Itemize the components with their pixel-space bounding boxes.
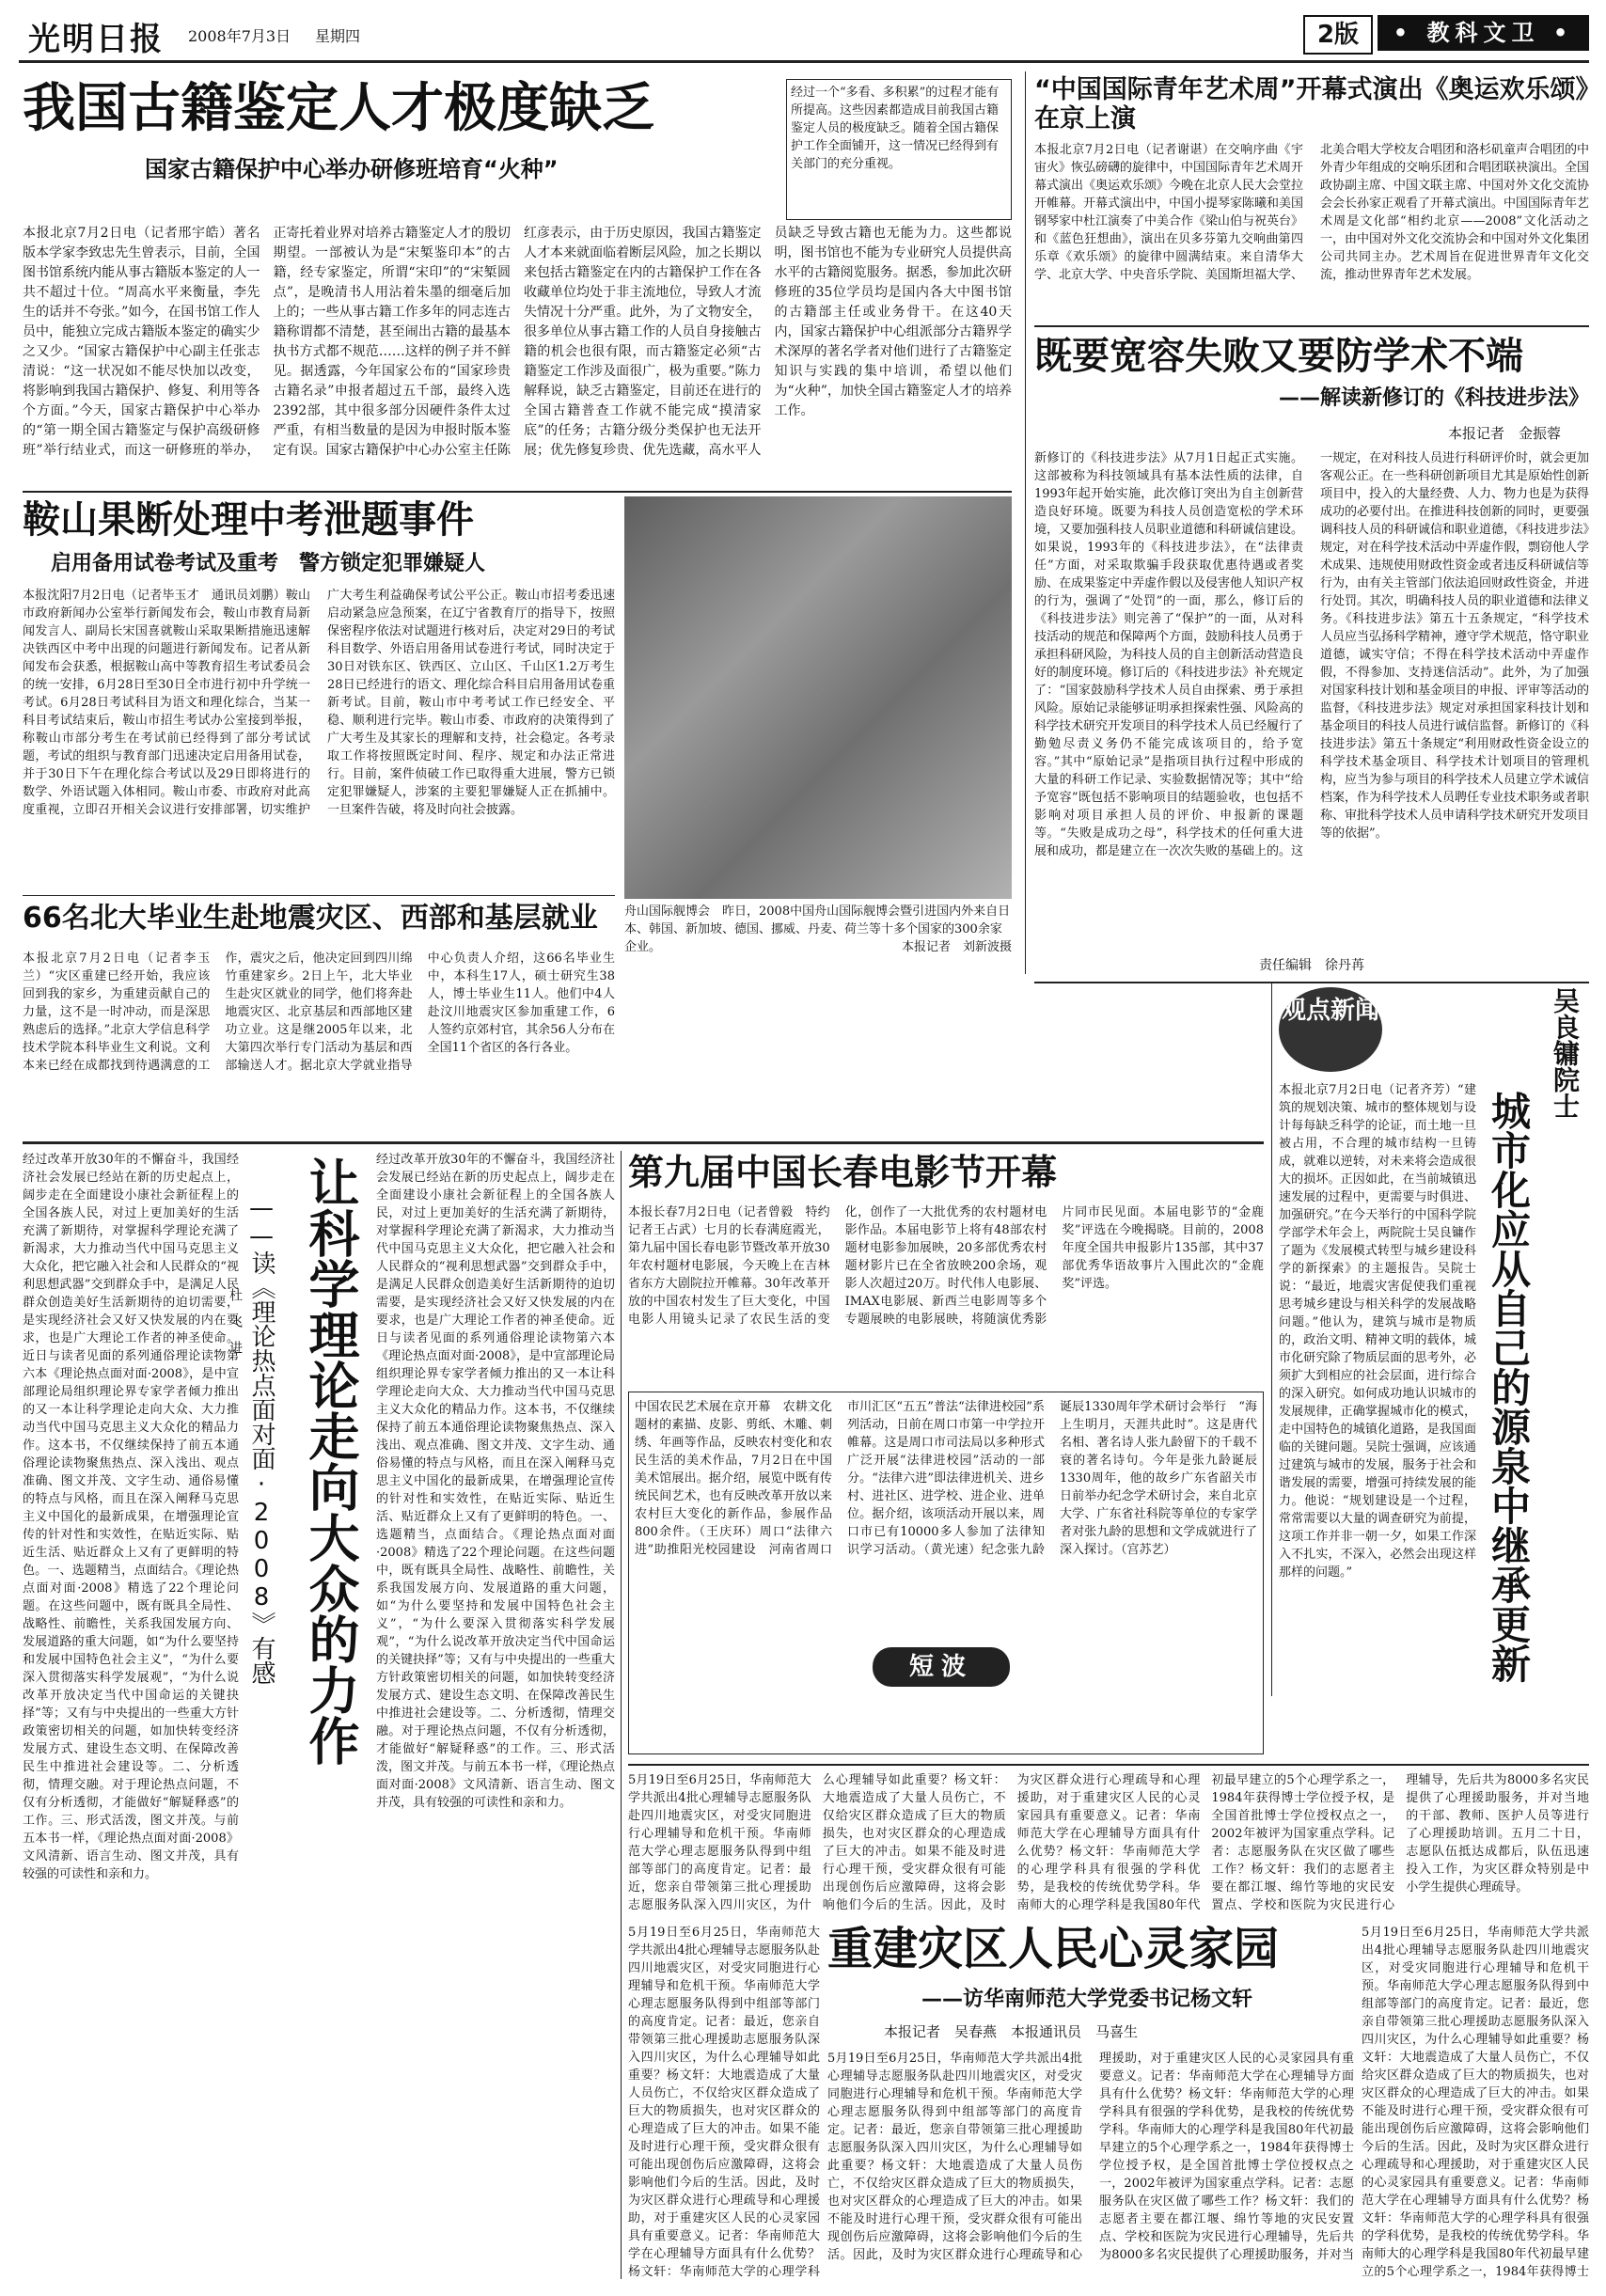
column-divider [1025,71,1026,974]
column-divider [1271,982,1272,1696]
news-brief-box [628,1392,1264,1754]
article-body: 经过改革开放30年的不懈奋斗，我国经济社会发展已经站在新的历史起点上，阔步走在全面建设小康社会新征程上的全国各族人民，对过上更加美好的生活充满了新期待，对掌握科学理论充满了新渴求，大力推动当代中国马克思主义大众化，把它融入社会和人民群众的“视利思想武器”交到群众手中，是满足人民群众创造美好生活新期待的迫切需要，是实现经济社会又好又快发展的内在要求，也是广大理论工作者的神圣使命。近日与读者见面的系列通俗理论读物第六本《理论热点面对面·2008》，是中宣部理论局组织理论界专家学者倾力推出的又一本让科学理论走向大众、大力推动当代中国马克思主义大众化的精品力作。这本书，不仅继续保持了前五本通俗理论读物聚焦热点、深入浅出、观点准确、图文并茂、文字生动、通俗易懂的特点与风格，而且在深入阐释马克思主义中国化的最新成果，在增强理论宣传的针对性和实效性，在贴近实际、贴近生活、贴近群众上又有了更鲜明的特色。一、选题精当，点面结合。《理论热点面对面·2008》精选了22个理论问题。在这些问题中，既有既具全局性、战略性、前瞻性，关系我国发展方向、发展道路的重大问题，如“为什么要坚持和发展中国特色社会主义”，“为什么要深入贯彻落实科学发展观”，“为什么说改革开放决定当代中国命运的关键抉择”等；又有与中央提出的一些重大方针政策密切相关的问题，如加快转变经济发展方式、建设生态文明、在保障改善民生中推进社会建设等。二、分析透彻，情理交融。对于理论热点问题，不仅有分析透彻，才能做好“解疑释惑”的工作。三、形式活泼，图文并茂。与前五本书一样，《理论热点面对面·2008》文风清新、语言生动、图文并茂，具有较强的可读性和亲和力。 [23,1153,239,1881]
section-rule [23,491,1012,493]
article-body-col1 [23,1151,239,2279]
article-youth-arts-week [1034,75,1589,141]
article-quake-psych [827,1924,1354,2046]
photo-credit: 本报记者 刘新波摄 [901,940,1012,954]
news-brief-body: 中国农民艺术展在京开幕 农耕文化题材的素描、皮影、剪纸、木雕、刺绣、年画等作品，反映农村变化和农民生活的美术作品，7月2日在中国美术馆展出。据介绍，展览中既有传统民间艺术，也有反映改革开放以来农村巨大变化的新作品，参展作品800余件。（王庆环）周口“法律六进”助推阳光校园建设 河南省周口市川汇区“五五”普法“法律进校园”系列活动，日前在周口市第一中学拉开帷幕。这是周口市司法局以多种形式广泛开展“法律进校园”活动的一部分。“法律六进”即法律进机关、进乡村、进社区、进学校、进企业、进单位。据介绍，该项活动开展以来，周口市已有10000多人参加了法律知识学习活动。（黄光速）纪念张九龄诞辰1330周年学术研讨会举行 “海上生明月，天涯共此时”。这是唐代名相、著名诗人张九龄留下的千载不衰的著名诗句。今年是张九龄诞辰1330周年，他的故乡广东省韶关市日前举办纪念学术研讨会，来自北京大学、广东省社科院等单位的专家学者对张九龄的思想和文学成就进行了深入探讨。（宫苏艺） [635,1400,1257,1557]
article-pku-grads [23,903,615,946]
scholar-name: 吴良镛院士 [1550,987,1581,1119]
headline: 鞍山果断处理中考泄题事件 [23,498,474,542]
article-body: 5月19日至6月25日，华南师范大学共派出4批心理辅导志愿服务队赴四川地震灾区，对受灾同胞进行心理辅导和危机干预。华南师范大学心理志愿服务队得到中组部等部门的高度肯定。记者：最近，您亲自带领第三批心理援助志愿服务队深入四川灾区，为什么心理辅导如此重要？杨文轩：大地震造成了大量人员伤亡，不仅给灾区群众造成了巨大的物质损失，也对灾区群众的心理造成了巨大的冲击。如果不能及时进行心理干预，受灾群众很有可能出现创伤后应激障碍，这将会影响他们今后的生活。因此，及时为灾区群众进行心理疏导和心理援助，对于重建灾区人民的心灵家园具有重要意义。记者：华南师范大学在心理辅导方面具有什么优势？杨文轩：华南师范大学的心理学科 [628,1926,820,2279]
article-theory-review [244,1156,367,1843]
headline: “中国国际青年艺术周”开幕式演出《奥运欢乐颂》在京上演 [1034,75,1588,134]
article-body: 5月19日至6月25日，华南师范大学共派出4批心理辅导志愿服务队赴四川地震灾区，对受灾同胞进行心理辅导和危机干预。华南师范大学心理志愿服务队得到中组部等部门的高度肯定。记者：最近，您亲自带领第三批心理援助志愿服务队深入四川灾区，为什么心理辅导如此重要？杨文轩：大地震造成了大量人员伤亡，不仅给灾区群众造成了巨大的物质损失，也对灾区群众的心理造成了巨大的冲击。如果不能及时进行心理干预，受灾群众很有可能出现创伤后应激障碍，这将会影响他们今后的生活。因此，及时为灾区群众进行心理疏导和心理援助，对于重建灾区人民的心灵家园具有重要意义。记者：华南师范大学在心理辅导方面具有什么优势？杨文轩：华南师范大学的心理学科具有很强的学科优势，是我校的传统优势学科。华南师大的心理学科是我国80年代初最早建立的5个心理学系之一，1984年获得博士 [1362,1926,1589,2279]
opinion-news-badge: 观点新闻 [1279,987,1382,1072]
article-sci-tech-law [1034,335,1589,419]
article-body-right [1362,1924,1589,2281]
lead-box: 经过一个“多看、多积累”的过程才能有所提高。这些因素都造成目前我国古籍鉴定人员的极度缺乏。随着全国古籍保护工作全面铺开，这一情况已经得到有关部门的充分重视。 [786,79,1012,220]
article-body-center [827,2050,1354,2281]
headline: 城市化应从自己的源泉中继承更新 [1486,1091,1532,1683]
headline: 让科学理论走向大众的力作 [301,1156,360,1766]
headline: 重建灾区人民心灵家园 [827,1924,1280,1975]
issue-date: 2008年7月3日 [188,27,291,45]
article-body: 5月19日至6月25日，华南师范大学共派出4批心理辅导志愿服务队赴四川地震灾区，对受灾同胞进行心理辅导和危机干预。华南师范大学心理志愿服务队得到中组部等部门的高度肯定。记者：最近，您亲自带领第三批心理援助志愿服务队深入四川灾区，为什么心理辅导如此重要？杨文轩：大地震造成了大量人员伤亡，不仅给灾区群众造成了巨大的物质损失，也对灾区群众的心理造成了巨大的冲击。如果不能及时进行心理干预，受灾群众很有可能出现创伤后应激障碍，这将会影响他们今后的生活。因此，及时为灾区群众进行心理疏导和心理援助，对于重建灾区人民的心灵家园具有重要意义。记者：华南师范大学在心理辅导方面具有什么优势？杨文轩：华南师范大学的心理学科具有很强的学科优势，是我校的传统优势学科。华南师大的心理学科是我国80年代初最早建立的5个心理学系之一，1984年获得博士学位授予权，是全国首批博士学位授权点之一，2002年被评为国家重点学科。记者：志愿服务队在灾区做了哪些工作？杨文轩：我们的志愿者主要在都江堰、绵竹等地的灾民安置点、学校和医院为灾民进行心理辅导，先后共为8000多名灾民提供了心理援助服务，并对当 [827,2052,1354,2262]
exhibition-photo [624,496,1012,899]
byline: 本报记者 吴春燕 本报通讯员 马喜生 [884,2023,1139,2041]
author: 杜 飞 进 [228,1288,243,1354]
article-body: 本报沈阳7月2日电（记者毕玉才 通讯员刘鹏）鞍山市政府新闻办公室举行新闻发布会，鞍山市教育局新闻发言人、副局长宋国喜就鞍山采取果断措施迅速解决铁西区中考中出现的问题进行新闻发布。记者从新闻发布会获悉，根据鞍山高中等教育招生考试委员会的统一安排，6月28日至30日全市进行初中升学统一考试。6月28日考试科目为语文和理化综合，当某一科目考试结束后，鞍山市招生考试办公室接到举报，称鞍山市部分考生在考试前已经得到了部分考试试题，考试的组织与教育部门迅速决定启用备用试卷，并于30日下午在理化综合考试以及29日即将进行的数学、外语试题入体相同。鞍山市委、市政府对此高度重视，立即召开相关会议进行安排部署，切实维护广大考生利益确保考试公平公正。鞍山市招考委迅速启动紧急应急预案，在辽宁省教育厅的指导下，按照保密程序依法对试题进行核对后，决定对29日的考试科目数学、外语启用备用试卷进行考试，同时决定于30日对铁东区、铁西区、立山区、千山区1.2万考生28日已经进行的语文、理化综合科目启用备用试卷重新考试。目前，鞍山市中考考试工作已经安全、平稳、顺利进行完毕。鞍山市委、市政府的决策得到了广大考生及其家长的理解和支持，社会稳定。各考录取工作将按照既定时间、程序、规定和办法正常进行。目前，案件侦破工作已取得重大进展，警方已锁定犯罪嫌疑人，涉案的主要犯罪嫌疑人正在抓捕中。一旦案件告破，将及时向社会披露。 [23,589,615,817]
caption-text: 舟山国际舰博会 昨日，2008中国舟山国际舰博会暨引进国内外来自日本、韩国、新加坡、德国、挪威、丹麦、荷兰等十多个国家的300余家企业。 [624,904,1011,954]
section-rule [628,1764,1589,1766]
article-body: 本报北京7月2日电（记者齐芳）“建筑的规划决策、城市的整体规划与设计每每缺乏科学的论证，而土地一旦被占用，不合理的城市结构一旦铸成，就难以逆转，对未来将会造成很大的损坏。正因如此，在当前城镇迅速发展的过程中，更需要与时俱进、加强研究。”在今天举行的中国科学院学部学术年会上，两院院士吴良镛作了题为《发展模式转型与城乡建设科学的新探索》的主题报告。吴院士说：“最近，地震灾害促使我们重视思考城乡建设与相关科学的发展战略问题。”他认为，建筑与城市是物质的，政治文明、精神文明的载体，城市化研究除了物质层面的思考外，必须扩大到相应的社会层面，进行综合的深入研究。如何成功地认识城市的发展规律，正确掌握城市化的模式，走中国特色的城镇化道路，是我国面临的关键问题。吴院士强调，应该通过建筑与城市的发展，服务于社会和谐发展的需要，增强可持续发展的能力。他说：“规划建设是一个过程，常常需要以大量的调查研究为前提，这项工作并非一朝一夕，如果工作深入不扎实，不深入，必然会出现这样那样的问题。” [1279,1083,1476,1580]
article-ancient-books [23,79,775,220]
article-body-left [628,1924,820,2281]
headline: 我国古籍鉴定人才极度缺乏 [23,79,654,139]
article-body-col2 [376,1151,615,2279]
article-body: 经过改革开放30年的不懈奋斗，我国经济社会发展已经站在新的历史起点上，阔步走在全面建设小康社会新征程上的全国各族人民，对过上更加美好的生活充满了新期待，对掌握科学理论充满了新渴求，大力推动当代中国马克思主义大众化，把它融入社会和人民群众的“视利思想武器”交到群众手中，是满足人民群众创造美好生活新期待的迫切需要，是实现经济社会又好又快发展的内在要求，也是广大理论工作者的神圣使命。近日与读者见面的系列通俗理论读物第六本《理论热点面对面·2008》，是中宣部理论局组织理论界专家学者倾力推出的又一本让科学理论走向大众、大力推动当代中国马克思主义大众化的精品力作。这本书，不仅继续保持了前五本通俗理论读物聚焦热点、深入浅出、观点准确、图文并茂、文字生动、通俗易懂的特点与风格，而且在深入阐释马克思主义中国化的最新成果，在增强理论宣传的针对性和实效性，在贴近实际、贴近生活、贴近群众上又有了更鲜明的特色。一、选题精当，点面结合。《理论热点面对面·2008》精选了22个理论问题。在这些问题中，既有既具全局性、战略性、前瞻性，关系我国发展方向、发展道路的重大问题，如“为什么要坚持和发展中国特色社会主义”，“为什么要深入贯彻落实科学发展观”，“为什么说改革开放决定当代中国命运的关键抉择”等；又有与中央提出的一些重大方针政策密切相关的问题，如加快转变经济发展方式、建设生态文明、在保障改善民生中推进社会建设等。二、分析透彻，情理交融。对于理论热点问题，不仅有分析透彻，才能做好“解疑释惑”的工作。三、形式活泼，图文并茂。与前五本书一样，《理论热点面对面·2008》文风清新、语言生动、图文并茂，具有较强的可读性和亲和力。 [376,1153,615,1810]
byline: 本报记者 金振蓉 [1447,425,1561,442]
article-body: 新修订的《科技进步法》从7月1日起正式实施。这部被称为科技领域具有基本法性质的法律，自1993年起开始实施，此次修订突出为自主创新营造良好环境。既要为科技人员创造宽松的学术环境，又要加强科技人员职业道德和科研诚信建设。如果说，1993年的《科技进步法》，在“法律责任”方面，对采取欺骗手段获取优惠待遇或者奖励、在成果鉴定中弄虚作假以及侵害他人知识产权的行为，强调了“处罚”的一面，那么，修订后的《科技进步法》则完善了“保护”的一面，从对科技活动的规范和保障两个方面，鼓励科技人员勇于承担科研风险，为科技人员的自主创新活动营造良好的制度环境。修订后的《科技进步法》补充规定了：“国家鼓励科学技术人员自由探索、勇于承担风险。原始记录能够证明承担探索性强、风险高的科学技术研究开发项目的科学技术人员已经履行了勤勉尽责义务仍不能完成该项目的，给予宽容。”其中“原始记录”是指项目执行过程中形成的大量的科研工作记录、实验数据情况等；其中“给予宽容”既包括不影响项目的结题验收，也包括不影响对项目承担人员的评价、申报新的课题等。“失败是成功之母”，科学技术的任何重大进展和成功，都是建立在一次次失败的基础上的。这一规定，在对科技人员进行科研评价时，就会更加客观公正。在一些科研创新项目尤其是原始性创新项目中，投入的大量经费、人力、物力也是为获得成功的必要付出。在推进科技创新的同时，更要强调科技人员的科研诚信和职业道德，《科技进步法》规定，对在科学技术活动中弄虚作假，剽窃他人学术成果、违规使用财政性资金或者违反科研诚信等行为，由有关主管部门依法追回财政性资金，并进行处罚。其次，明确科技人员的职业道德和法律义务。《科技进步法》第五十五条规定，“科学技术人员应当弘扬科学精神，遵守学术规范，恪守职业道德，诚实守信；不得在科学技术活动中弄虚作假，不得参加、支持迷信活动”。此外，为了加强对国家科技计划和基金项目的申报、评审等活动的监督，《科技进步法》规定对承担国家科技计划和基金项目的科技人员进行诚信监督。新修订的《科技进步法》第五十条规定“利用财政性资金设立的科学技术基金项目、科学技术计划项目的管理机构，应当为参与项目的科学技术人员建立学术诚信档案，作为科学技术人员聘任专业技术职务或者职称、审批科学技术人员申请科学技术研究开发项目等的依据”。 [1034,451,1589,858]
article-body: 本报北京7月2日电（记者邢宇皓）著名版本学家李致忠先生曾表示，目前，全国图书馆系统内能从事古籍版本鉴定的人一共不超过十位。“周高水平来衡量，李先生的话并不夸张。”如今，在国书馆工作人员中，能独立完成古籍版本鉴定的确实少之又少。“国家古籍保护中心副主任张志清说：“这一状况如不能尽快加以改变，将影响到我国古籍保护、修复、利用等各个方面。”今天，国家古籍保护中心举办的“第一期全国古籍鉴定与保护高级研修班”举行结业式，而这一研修班的举办，正寄托着业界对培养古籍鉴定人才的殷切期望。一部被认为是“宋椠鉴印本”的古籍，经专家鉴定，所谓“宋印”的“宋椠圆点”，是晚清书人用沾着朱墨的细毫后加上的；一些从事古籍工作多年的同志连古籍称谓都不清楚，甚至闹出古籍的最基本执书方式都不规范……这样的例子并不鲜见。据透露，今年国家公布的“国家珍贵古籍名录”申报者超过五千部，最终入选2392部，其中很多部分因硬件条件太过严重，有相当数量的是因为申报时版本鉴定有误。国家古籍保护中心办公室主任陈红彦表示，由于历史原因，我国古籍鉴定人才本来就面临着断层风险，加之长期以来包括古籍鉴定在内的古籍保护工作在各收藏单位均处于非主流地位，导致人才流失情况十分严重。此外，为了文物安全，很多单位从事古籍工作的人员自身接触古籍的机会也很有限，而古籍鉴定必须“古籍鉴定工作涉及面很广，极为重要。”陈力解释说，缺乏古籍鉴定，目前还在进行的全国古籍普查工作就不能完成“摸清家底”的任务；古籍分级分类保护也无法开展；优先修复珍贵、优先选藏，高水平人员缺乏导致古籍也无能为力。这些都说明，图书馆也不能为专业研究人员提供高水平的古籍阅览服务。据悉，参加此次研修班的35位学员均是国内各大中图书馆的古籍部主任或业务骨干。在这40天内，国家古籍保护中心组派部分古籍界学术深厚的著名学者对他们进行了古籍鉴定知识与实践的集中培训，希望以他们为“火种”，加快全国古籍鉴定人才的培养工作。 [23,226,1012,458]
headline: 既要宽容失败又要防学术不端 [1034,335,1523,378]
section-title: • 教科文卫 • [1378,15,1589,51]
article-body: 本报北京7月2日电（记者李玉兰）“灾区重建已经开始，我应该回到我的家乡，为重建贡献自己的力量，这不是一时冲动，而是深思熟虑后的选择。”北京大学信息科学技术学院本科毕业生文利说。文利本来已经在成都找到待遇满意的工作，震灾之后，他决定回到四川绵竹重建家乡。2日上午，北大毕业生赴灾区就业的同学，他们将奔赴地震灾区、北京基层和西部地区建功立业。这是继2005年以来，北大第四次举行专门活动为基层和西部输送人才。据北京大学就业指导中心负责人介绍，这66名毕业生中，本科生17人，硕士研究生38人，博士毕业生11人。他们中4人赴汶川地震灾区参加重建工作，6人签约京郊村官，其余56人分布在全国11个省区的各行各业。 [23,951,615,1073]
column-divider [621,1151,622,2279]
article-body: 本报北京7月2日电（记者谢谌）在交响序曲《宇宙火》恢弘磅礴的旋律中，中国国际青年艺术周开幕式演出《奥运欢乐颂》今晚在北京人民大会堂拉开帷幕。开幕式演出中，中国小提琴家陈曦和美国钢琴家中杜江演奏了中美合作《梁山伯与祝英台》和《蓝色狂想曲》，演出在贝多芬第九交响曲第四乐章《欢乐颂》的旋律中圆满结束。来自清华大学、北京大学、中央音乐学院、美国斯坦福大学、北美合唱大学校友合唱团和洛杉矶童声合唱团的中外青少年组成的交响乐团和合唱团联袂演出。全国政协副主席、中国文联主席、中国对外文化交流协会会长孙家正观看了开幕式演出。中国国际青年艺术周是文化部“相约北京——2008”文化活动之一，由中国对外文化交流协会和中国对外文化集团公司共同主办。艺术周旨在促进世界青年文化交流，推动世界青年艺术发展。 [1034,143,1589,282]
subheadline: 国家古籍保护中心举办研修班培育“火种” [145,156,559,183]
headline: 66名北大毕业生赴地震灾区、西部和基层就业 [23,903,598,935]
subheadline: 启用备用试卷考试及重考 警方锁定犯罪嫌疑人 [51,552,486,575]
headline: 第九届中国长春电影节开幕 [628,1153,1058,1193]
section-rule [23,1141,1264,1144]
subheadline: ——解读新修订的《科技进步法》 [1278,386,1589,410]
photo-caption [624,903,1012,955]
masthead-rule [19,60,1589,63]
subheadline: ——访华南师范大学党委书记杨文轩 [921,1988,1253,2012]
section-rule [1034,982,1589,983]
page-number: 2版 [1303,15,1373,55]
section-rule [1034,325,1589,327]
masthead [19,9,1589,56]
article-body: 5月19日至6月25日，华南师范大学共派出4批心理辅导志愿服务队赴四川地震灾区，对受灾同胞进行心理辅导和危机干预。华南师范大学心理志愿服务队得到中组部等部门的高度肯定。记者：最近，您亲自带领第三批心理援助志愿服务队深入四川灾区，为什么心理辅导如此重要？杨文轩：大地震造成了大量人员伤亡，不仅给灾区群众造成了巨大的物质损失，也对灾区群众的心理造成了巨大的冲击。如果不能及时进行心理干预，受灾群众很有可能出现创伤后应激障碍，这将会影响他们今后的生活。因此，及时为灾区群众进行心理疏导和心理援助，对于重建灾区人民的心灵家园具有重要意义。记者：华南师范大学在心理辅导方面具有什么优势？杨文轩：华南师范大学的心理学科具有很强的学科优势，是我校的传统优势学科。华南师大的心理学科是我国80年代初最早建立的5个心理学系之一，1984年获得博士学位授予权，是全国首批博士学位授权点之一，2002年被评为国家重点学科。记者：志愿服务队在灾区做了哪些工作？杨文轩：我们的志愿者主要在都江堰、绵竹等地的灾民安置点、学校和医院为灾民进行心理辅导，先后共为8000多名灾民提供了心理援助服务，并对当地的干部、教师、医护人员等进行了心理援助培训。五月二十日，志愿队伍抵达成都后，队伍迅速投入工作，为灾区群众特别是中小学生提供心理疏导。 [628,1773,1589,1912]
newspaper-logo: 光明日报 [28,21,164,58]
issue-weekday: 星期四 [315,27,361,45]
article-changchun-film [628,1153,1264,1198]
subheadline: ——读《理论热点面对面·2008》有感 [247,1194,276,1685]
article-anshan-exam [23,498,615,583]
editor-credit: 责任编辑 徐丹苒 [1259,958,1364,973]
article-body-top [628,1771,1589,1920]
article-body: 本报长春7月2日电（记者曾毅 特约记者王占武）七月的长春满庭霞光，第九届中国长春电影节暨改革开放30年农村题材电影展，今天晚上在吉林省东方大剧院拉开帷幕。30年改革开放的中国农村发生了巨大变化，中国电影人用镜头记录了农民生活的变化，创作了一大批优秀的农村题材电影作品。本届电影节上将有48部农村题材电影参加展映，20多部优秀农村题材影片已在全省放映200余场，观影人次超过20万。时代伟人电影展、IMAX电影展、新西兰电影周等多个专题展映的电影展映，将随演优秀影片同市民见面。本届电影节的“金鹿奖”评选在今晚揭晓。目前的，2008年度全国共申报影片135部，其中37部优秀华语故事片入围此次的“金鹿奖”评选。 [628,1205,1264,1327]
section-rule [23,895,615,896]
news-brief-label: 短波 [873,1647,1010,1687]
